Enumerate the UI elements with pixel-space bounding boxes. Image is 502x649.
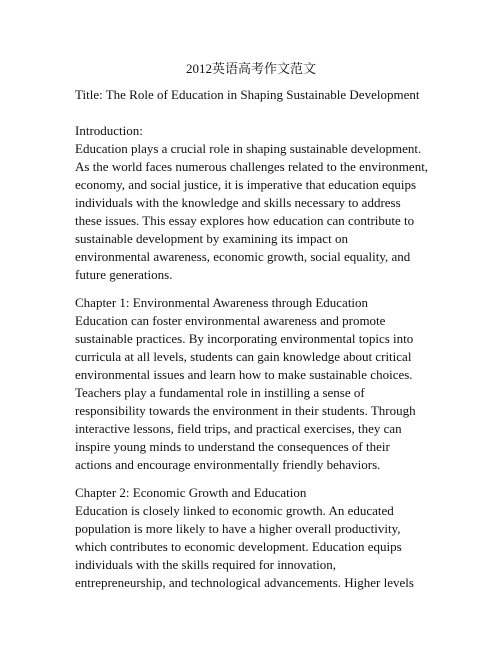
paragraph-line: As the world faces numerous challenges related to the environment, xyxy=(75,159,429,174)
paragraph-line: actions and encourage environmentally friendly behaviors. xyxy=(75,457,381,472)
paragraph-line: inspire young minds to understand the consequences of their xyxy=(75,439,390,454)
section-heading: Chapter 1: Environmental Awareness through Education xyxy=(75,295,369,310)
section-chapter-1 xyxy=(75,294,416,474)
paragraph-line: which contributes to economic development. Education equips xyxy=(75,539,402,554)
paragraph-line: individuals with the knowledge and skills necessary to address xyxy=(75,195,401,210)
paragraph-line: environmental issues and learn how to make sustainable choices. xyxy=(75,367,413,382)
paragraph-line: curricula at all levels, students can gain knowledge about critical xyxy=(75,349,412,364)
paragraph-line: responsibility towards the environment in their students. Through xyxy=(75,403,416,418)
paragraph-line: Education can foster environmental awareness and promote xyxy=(75,313,386,328)
paragraph-line: Education plays a crucial role in shaping sustainable development. xyxy=(75,141,422,156)
paragraph-line: environmental awareness, economic growth, social equality, and xyxy=(75,249,411,264)
paragraph-line: Education is closely linked to economic growth. An educated xyxy=(75,503,394,518)
document-title: 2012英语高考作文范文 xyxy=(185,61,316,76)
paragraph-line: interactive lessons, field trips, and practical exercises, they can xyxy=(75,421,402,436)
paragraph-line: entrepreneurship, and technological advancements. Higher levels xyxy=(75,575,414,590)
section-heading: Chapter 2: Economic Growth and Education xyxy=(75,485,307,500)
essay-title: Title: The Role of Education in Shaping Sustainable Development xyxy=(75,87,420,102)
paragraph-line: these issues. This essay explores how education can contribute to xyxy=(75,213,415,228)
paragraph-line: individuals with the skills required for innovation, xyxy=(75,557,337,572)
paragraph-line: future generations. xyxy=(75,267,173,282)
section-chapter-2 xyxy=(75,484,414,592)
paragraph-line: sustainable practices. By incorporating environmental topics into xyxy=(75,331,414,346)
section-heading: Introduction: xyxy=(75,123,143,138)
paragraph-line: Teachers play a fundamental role in instilling a sense of xyxy=(75,385,365,400)
paragraph-line: sustainable development by examining its impact on xyxy=(75,231,348,246)
section-introduction xyxy=(75,122,428,284)
paragraph-line: economy, and social justice, it is imperative that education equips xyxy=(75,177,417,192)
paragraph-line: population is more likely to have a higher overall productivity, xyxy=(75,521,401,536)
